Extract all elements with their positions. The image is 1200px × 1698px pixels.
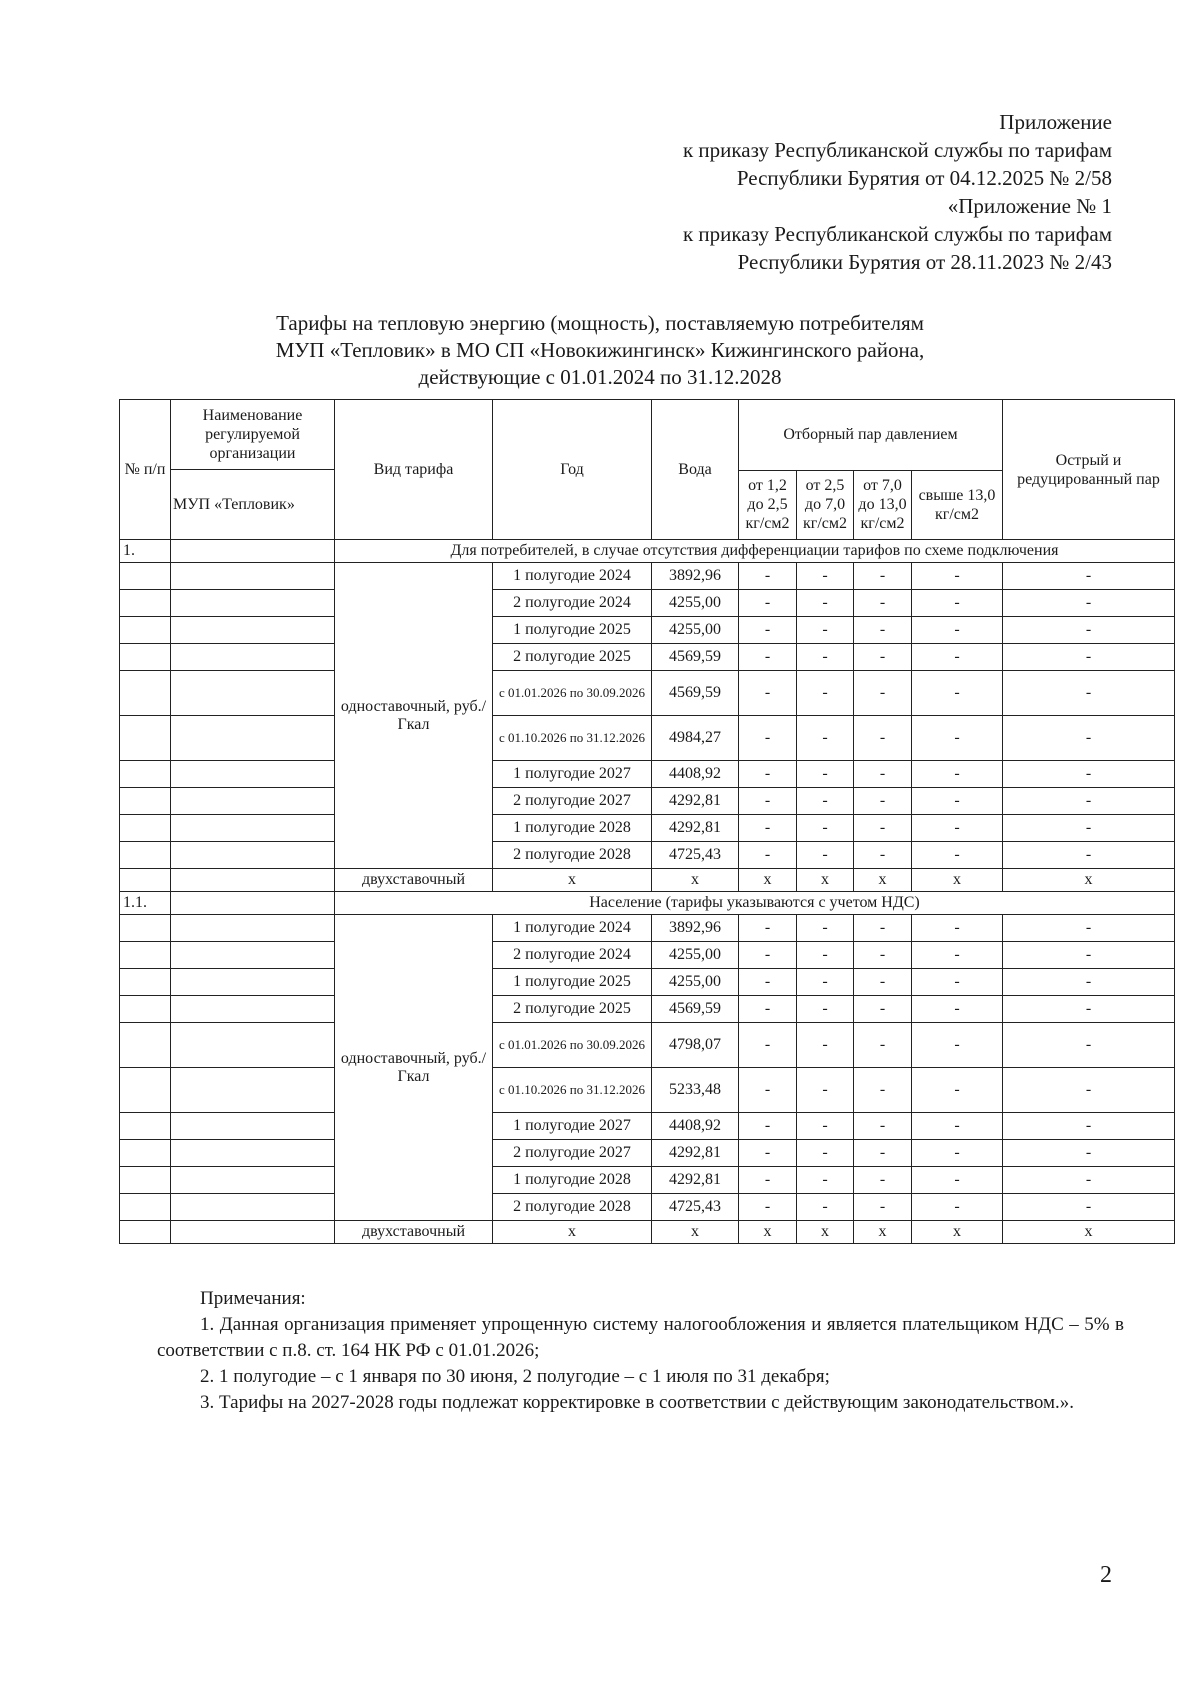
x-cell: х xyxy=(797,1221,854,1244)
empty-cell xyxy=(120,969,171,996)
header-steam-4: свыше 13,0 кг/см2 xyxy=(912,470,1003,540)
x-cell: х xyxy=(854,1221,912,1244)
sharp-steam-cell: - xyxy=(1003,1068,1175,1113)
header-line: к приказу Республиканской службы по тарифам xyxy=(682,222,1112,246)
steam-cell: - xyxy=(912,761,1003,788)
steam-cell: - xyxy=(854,590,912,617)
empty-cell xyxy=(171,1023,335,1068)
water-cell: 4725,43 xyxy=(652,842,739,869)
sharp-steam-cell: - xyxy=(1003,1140,1175,1167)
period-cell: 1 полугодие 2027 xyxy=(493,761,652,788)
water-cell: 4798,07 xyxy=(652,1023,739,1068)
steam-cell: - xyxy=(912,617,1003,644)
steam-cell: - xyxy=(797,1140,854,1167)
header-line: Приложение xyxy=(999,110,1112,134)
water-cell: 4984,27 xyxy=(652,716,739,761)
page-number: 2 xyxy=(1100,1562,1112,1588)
empty-cell xyxy=(120,563,171,590)
water-cell: 4725,43 xyxy=(652,1194,739,1221)
empty-cell xyxy=(120,617,171,644)
period-cell: с 01.10.2026 по 31.12.2026 xyxy=(493,1068,652,1113)
steam-cell: - xyxy=(854,617,912,644)
sharp-steam-cell: - xyxy=(1003,671,1175,716)
empty-cell xyxy=(120,842,171,869)
header-year: Год xyxy=(493,400,652,540)
title-line: действующие с 01.01.2024 по 31.12.2028 xyxy=(418,365,782,389)
two-rate-row xyxy=(120,869,1175,892)
empty-cell xyxy=(120,716,171,761)
note-item: 3. Тарифы на 2027-2028 годы подлежат корректировке в соответствии с действующим законодательством.». xyxy=(200,1392,1074,1413)
period-cell: 1 полугодие 2028 xyxy=(493,815,652,842)
steam-cell: - xyxy=(797,671,854,716)
sharp-steam-cell: - xyxy=(1003,716,1175,761)
steam-cell: - xyxy=(739,617,797,644)
steam-cell: - xyxy=(912,842,1003,869)
sharp-steam-cell: - xyxy=(1003,644,1175,671)
water-cell: 4292,81 xyxy=(652,815,739,842)
period-cell: 2 полугодие 2027 xyxy=(493,788,652,815)
steam-cell: - xyxy=(797,590,854,617)
period-cell: 2 полугодие 2028 xyxy=(493,842,652,869)
two-rate-label: двухставочный xyxy=(335,869,493,892)
section-row xyxy=(120,540,1175,563)
header-line: Республики Бурятия от 28.11.2023 № 2/43 xyxy=(737,250,1112,274)
empty-cell xyxy=(120,644,171,671)
empty-cell xyxy=(120,1113,171,1140)
steam-cell: - xyxy=(739,1068,797,1113)
title-line: МУП «Тепловик» в МО СП «Новокижингинск» Кижингинского района, xyxy=(275,338,925,362)
sharp-steam-cell: - xyxy=(1003,996,1175,1023)
empty-cell xyxy=(120,1167,171,1194)
steam-cell: - xyxy=(739,1023,797,1068)
org-label: Наименование регулируемой организации xyxy=(171,400,334,470)
x-cell: х xyxy=(854,869,912,892)
header-line: к приказу Республиканской службы по тарифам xyxy=(682,138,1112,162)
period-cell: с 01.01.2026 по 30.09.2026 xyxy=(493,671,652,716)
empty-cell xyxy=(171,716,335,761)
note-item: 1. Данная организация применяет упрощенную систему налогообложения и является плательщиком НДС – 5% в соответствии с п.8. ст. 164 НК РФ с 01.01.2026; xyxy=(157,1314,1124,1361)
steam-cell: - xyxy=(912,915,1003,942)
note-item: 2. 1 полугодие – с 1 января по 30 июня, 2 полугодие – с 1 июля по 31 декабря; xyxy=(200,1366,830,1387)
steam-cell: - xyxy=(797,815,854,842)
steam-cell: - xyxy=(797,842,854,869)
tariff-table xyxy=(119,399,1175,1244)
period-cell: 2 полугодие 2025 xyxy=(493,996,652,1023)
table-row xyxy=(120,1068,1175,1113)
x-cell: х xyxy=(652,869,739,892)
steam-cell: - xyxy=(797,788,854,815)
steam-cell: - xyxy=(912,563,1003,590)
empty-cell xyxy=(171,644,335,671)
empty-cell xyxy=(120,1023,171,1068)
steam-cell: - xyxy=(912,1113,1003,1140)
empty-cell xyxy=(120,1221,171,1244)
sharp-steam-cell: - xyxy=(1003,1167,1175,1194)
steam-cell: - xyxy=(739,1194,797,1221)
x-cell: х xyxy=(652,1221,739,1244)
steam-cell: - xyxy=(739,716,797,761)
empty-cell xyxy=(120,1140,171,1167)
steam-cell: - xyxy=(912,942,1003,969)
table-row xyxy=(120,996,1175,1023)
table-row xyxy=(120,915,1175,942)
x-cell: х xyxy=(912,1221,1003,1244)
section-title: Население (тарифы указываются с учетом НДС) xyxy=(335,892,1175,915)
steam-cell: - xyxy=(912,644,1003,671)
steam-cell: - xyxy=(854,1167,912,1194)
steam-cell: - xyxy=(912,590,1003,617)
empty-cell xyxy=(120,671,171,716)
x-cell: х xyxy=(739,869,797,892)
empty-cell xyxy=(171,1113,335,1140)
empty-cell xyxy=(171,1221,335,1244)
water-cell: 4255,00 xyxy=(652,942,739,969)
table-row xyxy=(120,1023,1175,1068)
table-row xyxy=(120,1113,1175,1140)
empty-cell xyxy=(171,563,335,590)
sharp-steam-cell: - xyxy=(1003,590,1175,617)
header-line: «Приложение № 1 xyxy=(947,194,1112,218)
steam-cell: - xyxy=(912,969,1003,996)
header-steam-1: от 1,2 до 2,5 кг/см2 xyxy=(739,470,797,540)
steam-cell: - xyxy=(797,1023,854,1068)
empty-cell xyxy=(120,815,171,842)
empty-cell xyxy=(171,788,335,815)
table-row xyxy=(120,761,1175,788)
empty-cell xyxy=(171,1140,335,1167)
steam-cell: - xyxy=(854,996,912,1023)
two-rate-label: двухставочный xyxy=(335,1221,493,1244)
water-cell: 4569,59 xyxy=(652,671,739,716)
steam-cell: - xyxy=(739,1167,797,1194)
empty-cell xyxy=(171,842,335,869)
empty-cell xyxy=(171,1194,335,1221)
table-row xyxy=(120,1194,1175,1221)
period-cell: с 01.01.2026 по 30.09.2026 xyxy=(493,1023,652,1068)
steam-cell: - xyxy=(854,761,912,788)
steam-cell: - xyxy=(854,969,912,996)
empty-cell xyxy=(171,969,335,996)
period-cell: 1 полугодие 2024 xyxy=(493,915,652,942)
section-num: 1. xyxy=(120,540,171,563)
steam-cell: - xyxy=(912,716,1003,761)
water-cell: 5233,48 xyxy=(652,1068,739,1113)
x-cell: х xyxy=(739,1221,797,1244)
steam-cell: - xyxy=(739,996,797,1023)
table-row xyxy=(120,942,1175,969)
x-cell: х xyxy=(1003,869,1175,892)
sharp-steam-cell: - xyxy=(1003,617,1175,644)
x-cell: х xyxy=(797,869,854,892)
period-cell: 2 полугодие 2024 xyxy=(493,942,652,969)
steam-cell: - xyxy=(739,1113,797,1140)
notes xyxy=(157,1286,1124,1416)
one-rate-label: одноставочный, руб./Гкал xyxy=(335,563,493,869)
steam-cell: - xyxy=(854,716,912,761)
empty-cell xyxy=(171,671,335,716)
period-cell: 1 полугодие 2025 xyxy=(493,969,652,996)
empty-cell xyxy=(120,1194,171,1221)
steam-cell: - xyxy=(797,1113,854,1140)
empty-cell xyxy=(171,869,335,892)
period-cell: 1 полугодие 2028 xyxy=(493,1167,652,1194)
steam-cell: - xyxy=(739,842,797,869)
empty-cell xyxy=(171,915,335,942)
steam-cell: - xyxy=(739,969,797,996)
water-cell: 4292,81 xyxy=(652,1140,739,1167)
water-cell: 4408,92 xyxy=(652,761,739,788)
steam-cell: - xyxy=(797,761,854,788)
steam-cell: - xyxy=(912,1140,1003,1167)
steam-cell: - xyxy=(854,563,912,590)
period-cell: 1 полугодие 2025 xyxy=(493,617,652,644)
steam-cell: - xyxy=(854,671,912,716)
sharp-steam-cell: - xyxy=(1003,815,1175,842)
empty-cell xyxy=(171,617,335,644)
water-cell: 3892,96 xyxy=(652,915,739,942)
steam-cell: - xyxy=(739,915,797,942)
appendix-header xyxy=(683,108,1112,276)
table-row xyxy=(120,644,1175,671)
steam-cell: - xyxy=(912,1023,1003,1068)
steam-cell: - xyxy=(739,671,797,716)
period-cell: 1 полугодие 2024 xyxy=(493,563,652,590)
period-cell: 2 полугодие 2028 xyxy=(493,1194,652,1221)
empty-cell xyxy=(120,869,171,892)
steam-cell: - xyxy=(854,815,912,842)
header-org xyxy=(171,400,335,540)
table-row xyxy=(120,617,1175,644)
steam-cell: - xyxy=(797,1194,854,1221)
table-row xyxy=(120,1140,1175,1167)
steam-cell: - xyxy=(912,996,1003,1023)
empty-cell xyxy=(120,590,171,617)
x-cell: х xyxy=(493,869,652,892)
x-cell: х xyxy=(1003,1221,1175,1244)
water-cell: 4569,59 xyxy=(652,996,739,1023)
period-cell: 2 полугодие 2027 xyxy=(493,1140,652,1167)
steam-cell: - xyxy=(854,1140,912,1167)
steam-cell: - xyxy=(797,915,854,942)
header-steam-2: от 2,5 до 7,0 кг/см2 xyxy=(797,470,854,540)
one-rate-label: одноставочный, руб./Гкал xyxy=(335,915,493,1221)
sharp-steam-cell: - xyxy=(1003,942,1175,969)
steam-cell: - xyxy=(912,1194,1003,1221)
table-row xyxy=(120,815,1175,842)
two-rate-row xyxy=(120,1221,1175,1244)
steam-cell: - xyxy=(854,644,912,671)
empty-cell xyxy=(171,942,335,969)
sharp-steam-cell: - xyxy=(1003,563,1175,590)
steam-cell: - xyxy=(854,942,912,969)
steam-cell: - xyxy=(739,942,797,969)
header-steam-group: Отборный пар давлением xyxy=(739,400,1003,471)
org-name: МУП «Тепловик» xyxy=(173,496,295,513)
water-cell: 4255,00 xyxy=(652,617,739,644)
steam-cell: - xyxy=(739,788,797,815)
table-row xyxy=(120,788,1175,815)
empty-cell xyxy=(120,996,171,1023)
steam-cell: - xyxy=(797,996,854,1023)
steam-cell: - xyxy=(797,1167,854,1194)
table-row xyxy=(120,590,1175,617)
steam-cell: - xyxy=(912,788,1003,815)
steam-cell: - xyxy=(912,1167,1003,1194)
sharp-steam-cell: - xyxy=(1003,1023,1175,1068)
x-cell: х xyxy=(493,1221,652,1244)
water-cell: 4292,81 xyxy=(652,1167,739,1194)
table-row xyxy=(120,969,1175,996)
steam-cell: - xyxy=(854,915,912,942)
steam-cell: - xyxy=(739,815,797,842)
steam-cell: - xyxy=(854,1113,912,1140)
empty-cell xyxy=(171,1068,335,1113)
steam-cell: - xyxy=(854,1068,912,1113)
header-sharp-steam: Острый и редуцированный пар xyxy=(1003,400,1175,540)
steam-cell: - xyxy=(739,590,797,617)
sharp-steam-cell: - xyxy=(1003,842,1175,869)
sharp-steam-cell: - xyxy=(1003,1194,1175,1221)
header-num: № п/п xyxy=(120,400,171,540)
empty-cell xyxy=(171,590,335,617)
steam-cell: - xyxy=(797,716,854,761)
water-cell: 4255,00 xyxy=(652,969,739,996)
steam-cell: - xyxy=(797,563,854,590)
empty-cell xyxy=(171,540,335,563)
steam-cell: - xyxy=(797,1068,854,1113)
empty-cell xyxy=(120,1068,171,1113)
header-line: Республики Бурятия от 04.12.2025 № 2/58 xyxy=(736,166,1112,190)
header-tariff-type: Вид тарифа xyxy=(335,400,493,540)
title-line: Тарифы на тепловую энергию (мощность), поставляемую потребителям xyxy=(276,311,924,335)
period-cell: с 01.10.2026 по 31.12.2026 xyxy=(493,716,652,761)
empty-cell xyxy=(171,815,335,842)
water-cell: 4292,81 xyxy=(652,788,739,815)
sharp-steam-cell: - xyxy=(1003,761,1175,788)
steam-cell: - xyxy=(797,644,854,671)
sharp-steam-cell: - xyxy=(1003,788,1175,815)
steam-cell: - xyxy=(912,815,1003,842)
period-cell: 1 полугодие 2027 xyxy=(493,1113,652,1140)
steam-cell: - xyxy=(797,942,854,969)
steam-cell: - xyxy=(739,563,797,590)
water-cell: 3892,96 xyxy=(652,563,739,590)
document-title xyxy=(0,310,1200,391)
empty-cell xyxy=(120,761,171,788)
steam-cell: - xyxy=(797,969,854,996)
section-title: Для потребителей, в случае отсутствия дифференциации тарифов по схеме подключения xyxy=(335,540,1175,563)
steam-cell: - xyxy=(912,671,1003,716)
notes-heading: Примечания: xyxy=(200,1288,306,1309)
empty-cell xyxy=(120,788,171,815)
steam-cell: - xyxy=(854,1023,912,1068)
steam-cell: - xyxy=(739,761,797,788)
steam-cell: - xyxy=(739,644,797,671)
section-num: 1.1. xyxy=(120,892,171,915)
sharp-steam-cell: - xyxy=(1003,969,1175,996)
steam-cell: - xyxy=(854,788,912,815)
water-cell: 4408,92 xyxy=(652,1113,739,1140)
empty-cell xyxy=(120,915,171,942)
steam-cell: - xyxy=(739,1140,797,1167)
section-row xyxy=(120,892,1175,915)
period-cell: 2 полугодие 2025 xyxy=(493,644,652,671)
steam-cell: - xyxy=(912,1068,1003,1113)
empty-cell xyxy=(171,1167,335,1194)
water-cell: 4255,00 xyxy=(652,590,739,617)
table-row xyxy=(120,842,1175,869)
period-cell: 2 полугодие 2024 xyxy=(493,590,652,617)
empty-cell xyxy=(120,942,171,969)
table-row xyxy=(120,671,1175,716)
table-row xyxy=(120,563,1175,590)
steam-cell: - xyxy=(854,1194,912,1221)
steam-cell: - xyxy=(854,842,912,869)
header-water: Вода xyxy=(652,400,739,540)
empty-cell xyxy=(171,892,335,915)
empty-cell xyxy=(171,996,335,1023)
table-row xyxy=(120,716,1175,761)
water-cell: 4569,59 xyxy=(652,644,739,671)
header-steam-3: от 7,0 до 13,0 кг/см2 xyxy=(854,470,912,540)
sharp-steam-cell: - xyxy=(1003,1113,1175,1140)
x-cell: х xyxy=(912,869,1003,892)
table-row xyxy=(120,1167,1175,1194)
steam-cell: - xyxy=(797,617,854,644)
empty-cell xyxy=(171,761,335,788)
sharp-steam-cell: - xyxy=(1003,915,1175,942)
